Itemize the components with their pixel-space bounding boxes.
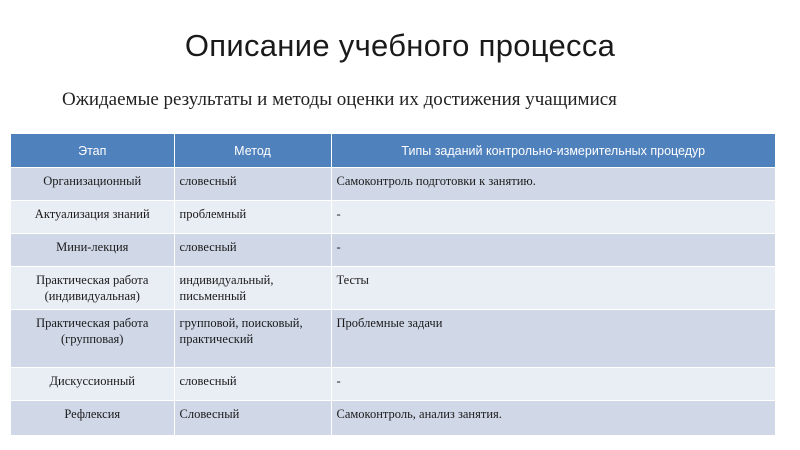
cell-method: словесный xyxy=(174,368,331,401)
cell-tasks: - xyxy=(331,201,775,234)
cell-method: проблемный xyxy=(174,201,331,234)
page-title: Описание учебного процесса xyxy=(184,28,616,63)
column-header-stage: Этап xyxy=(11,134,174,168)
cell-stage: Рефлексия xyxy=(11,401,174,435)
cell-tasks: Проблемные задачи xyxy=(331,310,775,368)
cell-tasks: Самоконтроль, анализ занятия. xyxy=(331,401,775,435)
cell-stage: Организационный xyxy=(11,168,174,201)
table-row xyxy=(11,168,775,201)
subtitle: Ожидаемые результаты и методы оценки их достижения учащимися xyxy=(62,89,617,110)
table-row xyxy=(11,267,775,310)
cell-stage: Практическая работа (индивидуальная) xyxy=(11,267,174,310)
cell-method: словесный xyxy=(174,168,331,201)
cell-stage: Дискуссионный xyxy=(11,368,174,401)
table-header-row xyxy=(11,134,775,168)
lesson-plan-table xyxy=(11,134,775,435)
cell-tasks: - xyxy=(331,368,775,401)
table-row xyxy=(11,401,775,435)
column-header-method: Метод xyxy=(174,134,331,168)
cell-stage: Актуализация знаний xyxy=(11,201,174,234)
table-row xyxy=(11,310,775,368)
cell-method: индивидуальный, письменный xyxy=(174,267,331,310)
cell-method: групповой, поисковый, практический xyxy=(174,310,331,368)
table-row xyxy=(11,234,775,267)
cell-tasks: Тесты xyxy=(331,267,775,310)
cell-tasks: - xyxy=(331,234,775,267)
cell-tasks: Самоконтроль подготовки к занятию. xyxy=(331,168,775,201)
cell-method: Словесный xyxy=(174,401,331,435)
table-row xyxy=(11,201,775,234)
table-row xyxy=(11,368,775,401)
cell-stage: Практическая работа (групповая) xyxy=(11,310,174,368)
column-header-tasks: Типы заданий контрольно-измерительных процедур xyxy=(331,134,775,168)
cell-stage: Мини-лекция xyxy=(11,234,174,267)
cell-method: словесный xyxy=(174,234,331,267)
